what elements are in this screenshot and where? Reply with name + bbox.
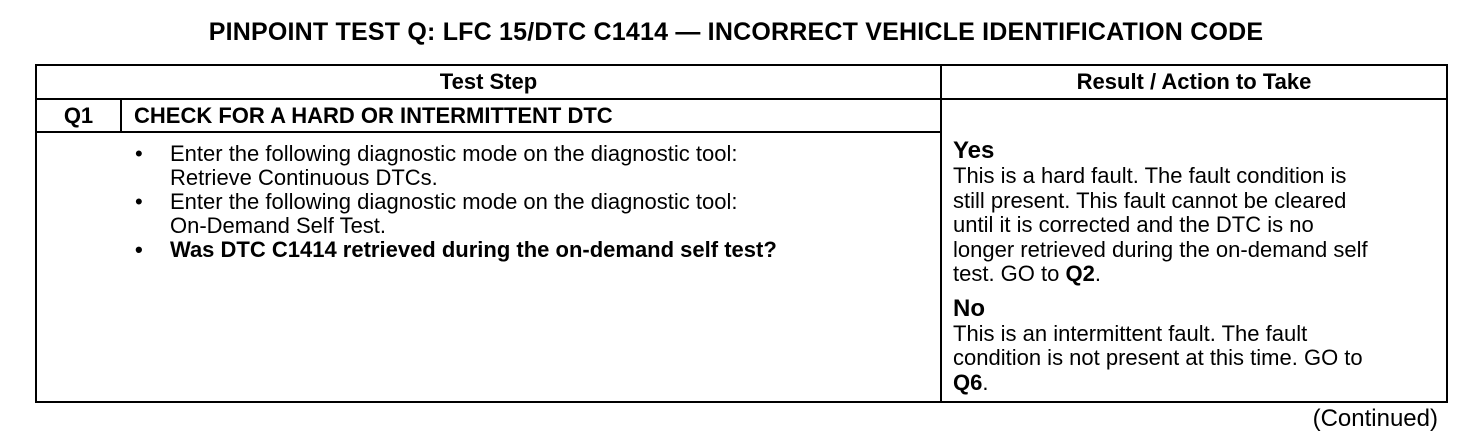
- page-title: PINPOINT TEST Q: LFC 15/DTC C1414 — INCORRECT VEHICLE IDENTIFICATION CODE: [208, 18, 1264, 46]
- step-id: Q1: [63, 103, 94, 128]
- step-id-divider: [120, 98, 122, 133]
- step-title-divider: [37, 131, 940, 133]
- continued-label: (Continued): [1312, 405, 1438, 432]
- step-title: CHECK FOR A HARD OR INTERMITTENT DTC: [134, 103, 613, 128]
- bullet-icon: •: [135, 237, 143, 262]
- goto-step-link: Q2: [1065, 261, 1095, 286]
- result-line: [953, 262, 1435, 287]
- result-heading: Yes: [953, 137, 995, 164]
- result-no: [953, 296, 1435, 396]
- bullet-icon: •: [135, 141, 143, 166]
- bullet-item: [132, 142, 922, 190]
- result-line: longer retrieved during the on-demand self: [953, 236, 1368, 262]
- result-heading: No: [953, 294, 985, 322]
- result-line: until it is corrected and the DTC is no: [953, 212, 1314, 237]
- bullet-item: [132, 190, 922, 238]
- header-result-action: Result / Action to Take: [1076, 69, 1312, 94]
- result-line: [953, 371, 1435, 396]
- test-step-bullets: [132, 142, 922, 262]
- bullet-item-question: [132, 238, 922, 262]
- result-suffix: .: [1094, 261, 1101, 286]
- bullet-icon: •: [135, 189, 143, 214]
- header-test-step: Test Step: [439, 69, 538, 94]
- pinpoint-test-table: [35, 64, 1448, 403]
- result-suffix: .: [982, 369, 989, 395]
- result-line: This is an intermittent fault. The fault: [953, 320, 1308, 346]
- result-column: [953, 138, 1435, 395]
- bullet-line: Enter the following diagnostic mode on the diagnostic tool:: [170, 141, 738, 166]
- bullet-line: Was DTC C1414 retrieved during the on-demand self test?: [170, 237, 777, 262]
- result-text: test. GO to: [953, 261, 1066, 286]
- result-yes: [953, 138, 1435, 287]
- result-line: This is a hard fault. The fault condition is: [953, 163, 1347, 188]
- column-divider: [940, 66, 942, 401]
- goto-step-link: Q6: [953, 369, 983, 395]
- bullet-line: Retrieve Continuous DTCs.: [170, 165, 438, 190]
- result-line: condition is not present at this time. GO to: [953, 345, 1363, 370]
- bullet-line: On-Demand Self Test.: [170, 213, 387, 238]
- bullet-line: Enter the following diagnostic mode on the diagnostic tool:: [170, 189, 738, 214]
- result-line: still present. This fault cannot be cleared: [953, 187, 1347, 213]
